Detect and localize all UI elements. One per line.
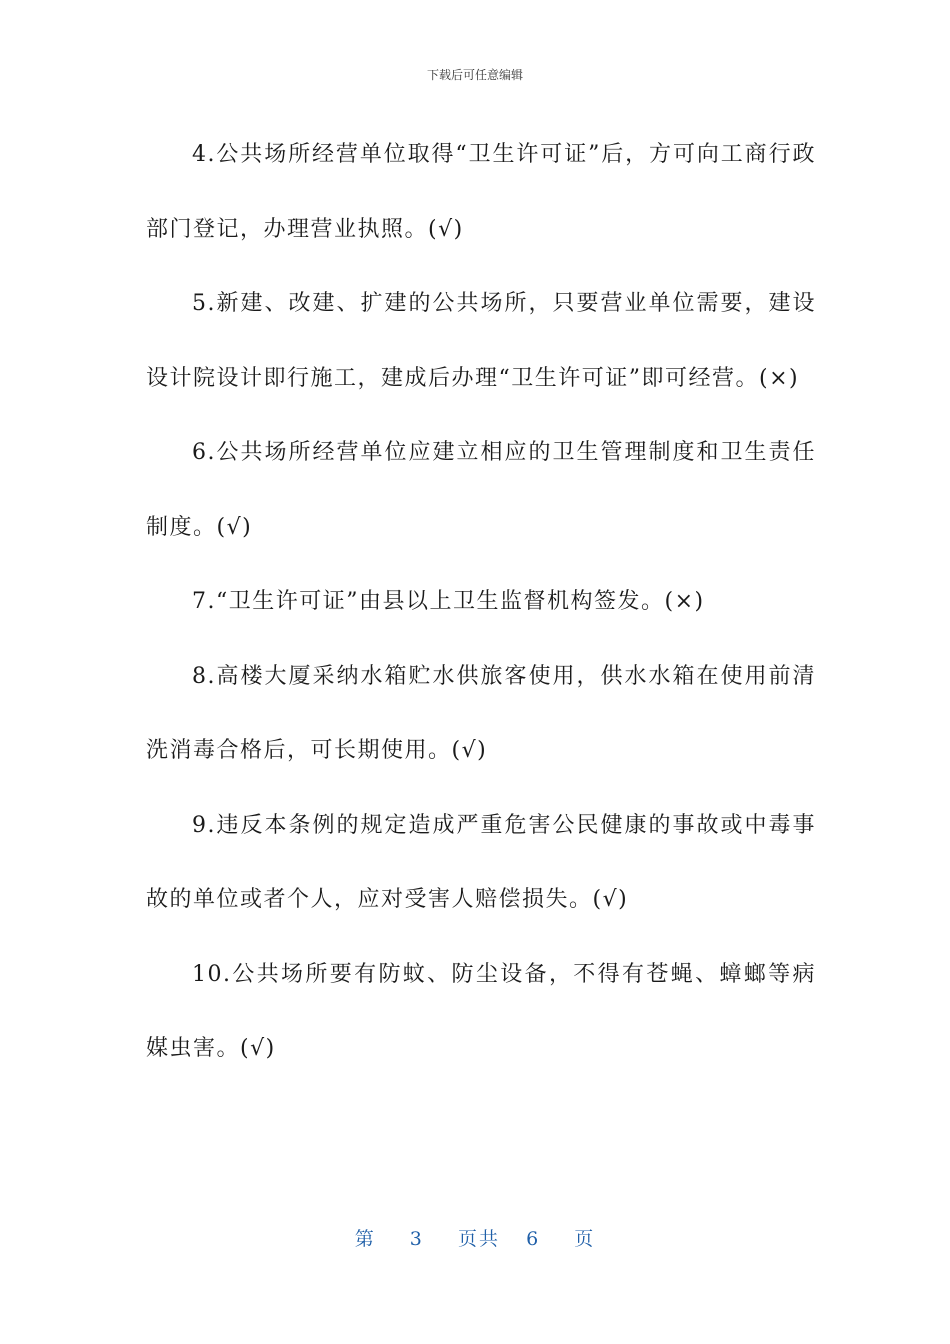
- paragraph-item-9: 9.违反本条例的规定造成严重危害公民健康的事故或中毒事故的单位或者个人，应对受害人赔偿损失。(√): [146, 812, 816, 912]
- header-note: 下载后可任意编辑: [426, 68, 523, 82]
- page-number-footer: [0, 1224, 950, 1251]
- paragraph-item-5: 5.新建、改建、扩建的公共场所，只要营业单位需要，建设设计院设计即行施工，建成后办理“卫生许可证”即可经营。(×): [146, 291, 816, 391]
- paragraph-item-7: 7.“卫生许可证”由县以上卫生监督机构签发。(×): [192, 589, 705, 614]
- page-middle-text: 页共: [457, 1228, 500, 1250]
- page-prefix: 第: [354, 1228, 376, 1250]
- total-pages-number: 6: [526, 1228, 541, 1250]
- paragraph-item-10: 10.公共场所要有防蚊、防尘设备，不得有苍蝇、蟑螂等病媒虫害。(√): [146, 961, 816, 1061]
- page-suffix: 页: [574, 1228, 596, 1250]
- document-body: [146, 118, 816, 1087]
- paragraph-item-6: 6.公共场所经营单位应建立相应的卫生管理制度和卫生责任制度。(√): [146, 440, 816, 540]
- current-page-number: 3: [409, 1228, 424, 1250]
- paragraph-item-8: 8.高楼大厦采纳水箱贮水供旅客使用，供水水箱在使用前清洗消毒合格后，可长期使用。(√): [146, 663, 816, 763]
- paragraph-item-4: 4.公共场所经营单位取得“卫生许可证”后，方可向工商行政部门登记，办理营业执照。(√): [146, 142, 816, 242]
